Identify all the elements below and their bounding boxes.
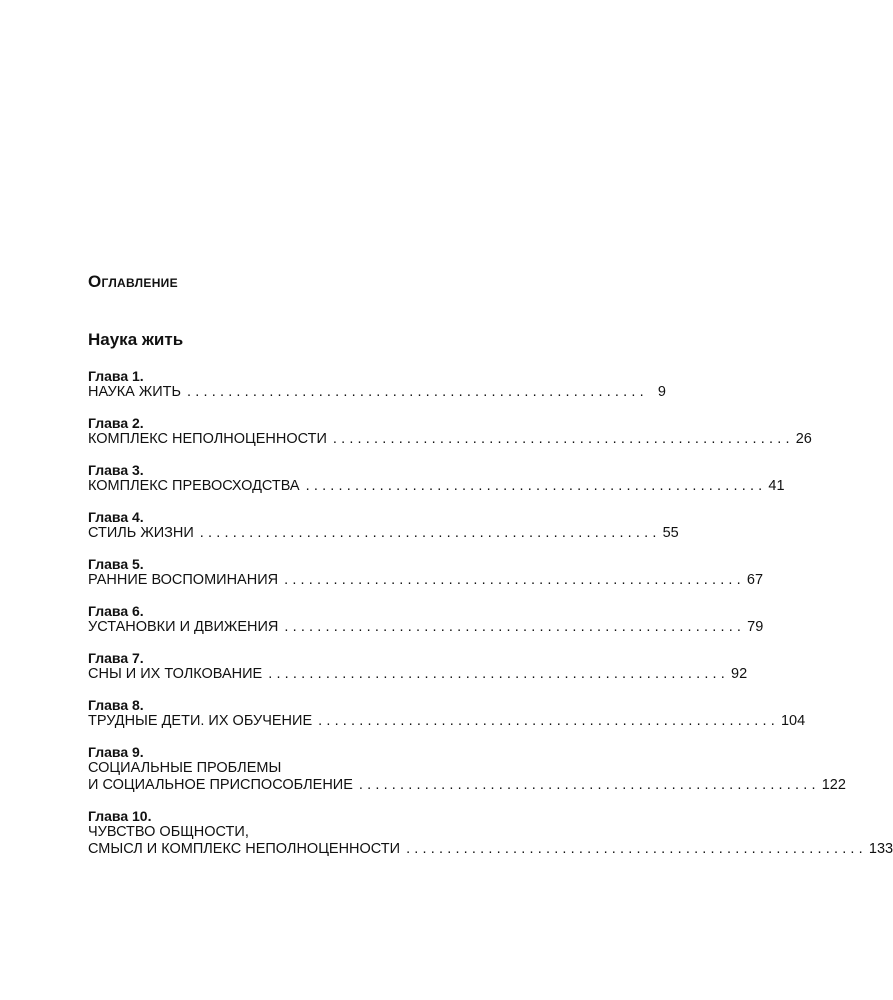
page-number: 55	[662, 525, 679, 541]
toc-entry[interactable]	[88, 744, 846, 794]
toc-heading: Оглавление	[88, 272, 178, 291]
chapter-title-row	[88, 619, 764, 636]
chapter-label: Глава 1.	[88, 368, 144, 384]
toc-entry[interactable]	[88, 462, 785, 495]
page-number: 122	[821, 777, 846, 793]
chapter-title: РАННИЕ ВОСПОМИНАНИЯ	[88, 572, 279, 588]
chapter-label: Глава 7.	[88, 650, 144, 666]
dot-leader: ........................................................	[305, 478, 767, 494]
part-title: Наука жить	[88, 330, 184, 349]
page-number: 9	[657, 384, 666, 400]
toc-entry[interactable]	[88, 556, 764, 589]
dot-leader: ........................................................	[284, 619, 746, 635]
chapter-title-row	[88, 713, 806, 730]
toc-entry[interactable]	[88, 368, 666, 401]
page-number: 79	[747, 619, 764, 635]
page-number: 67	[746, 572, 764, 588]
dot-leader: ........................................................	[284, 572, 745, 588]
chapter-title-line: ЧУВСТВО ОБЩНОСТИ,	[88, 824, 249, 840]
chapter-title-row	[88, 478, 785, 495]
dot-leader: ........................................................	[199, 525, 661, 541]
chapter-title: СТИЛЬ ЖИЗНИ	[88, 525, 194, 541]
page-number: 133	[868, 841, 893, 857]
chapter-title: УСТАНОВКИ И ДВИЖЕНИЯ	[88, 619, 279, 635]
dot-leader: ........................................................	[332, 431, 794, 447]
dot-leader: ........................................................	[358, 777, 820, 793]
chapter-title-row	[88, 525, 679, 542]
chapter-list	[88, 368, 893, 872]
table-of-contents	[88, 268, 893, 857]
dot-leader: ........................................................	[268, 666, 730, 682]
toc-entry[interactable]	[88, 415, 812, 448]
toc-entry[interactable]	[88, 603, 764, 636]
chapter-label: Глава 8.	[88, 697, 144, 713]
chapter-label: Глава 9.	[88, 744, 144, 760]
chapter-title: СНЫ И ИХ ТОЛКОВАНИЕ	[88, 666, 263, 682]
chapter-title: КОМПЛЕКС ПРЕВОСХОДСТВА	[88, 478, 300, 494]
chapter-title-row	[88, 666, 748, 683]
chapter-title: СМЫСЛ И КОМПЛЕКС НЕПОЛНОЦЕННОСТИ	[88, 841, 401, 857]
toc-entry[interactable]	[88, 650, 748, 683]
dot-leader: ........................................................	[318, 713, 779, 729]
chapter-title-row	[88, 431, 812, 448]
page-number: 41	[768, 478, 785, 494]
chapter-title: КОМПЛЕКС НЕПОЛНОЦЕННОСТИ	[88, 431, 327, 447]
chapter-label: Глава 2.	[88, 415, 144, 431]
chapter-label: Глава 5.	[88, 556, 144, 572]
chapter-title-row	[88, 841, 893, 858]
toc-entry[interactable]	[88, 697, 806, 730]
toc-entry[interactable]	[88, 509, 679, 542]
chapter-title: ТРУДНЫЕ ДЕТИ. ИХ ОБУЧЕНИЕ	[88, 713, 313, 729]
page-number: 92	[731, 666, 748, 682]
toc-entry[interactable]	[88, 808, 893, 858]
dot-leader: ........................................................	[187, 384, 648, 400]
chapter-title-row	[88, 777, 846, 794]
chapter-title-row	[88, 384, 666, 401]
chapter-title-row	[88, 572, 764, 589]
chapter-title-line: СОЦИАЛЬНЫЕ ПРОБЛЕМЫ	[88, 760, 282, 776]
chapter-label: Глава 4.	[88, 509, 144, 525]
dot-leader: ........................................................	[406, 841, 867, 857]
page-number: 26	[795, 431, 812, 447]
chapter-label: Глава 3.	[88, 462, 144, 478]
chapter-title: И СОЦИАЛЬНОЕ ПРИСПОСОБЛЕНИЕ	[88, 777, 353, 793]
chapter-label: Глава 10.	[88, 808, 152, 824]
chapter-label: Глава 6.	[88, 603, 144, 619]
page-number: 104	[780, 713, 806, 729]
chapter-title: НАУКА ЖИТЬ	[88, 384, 182, 400]
